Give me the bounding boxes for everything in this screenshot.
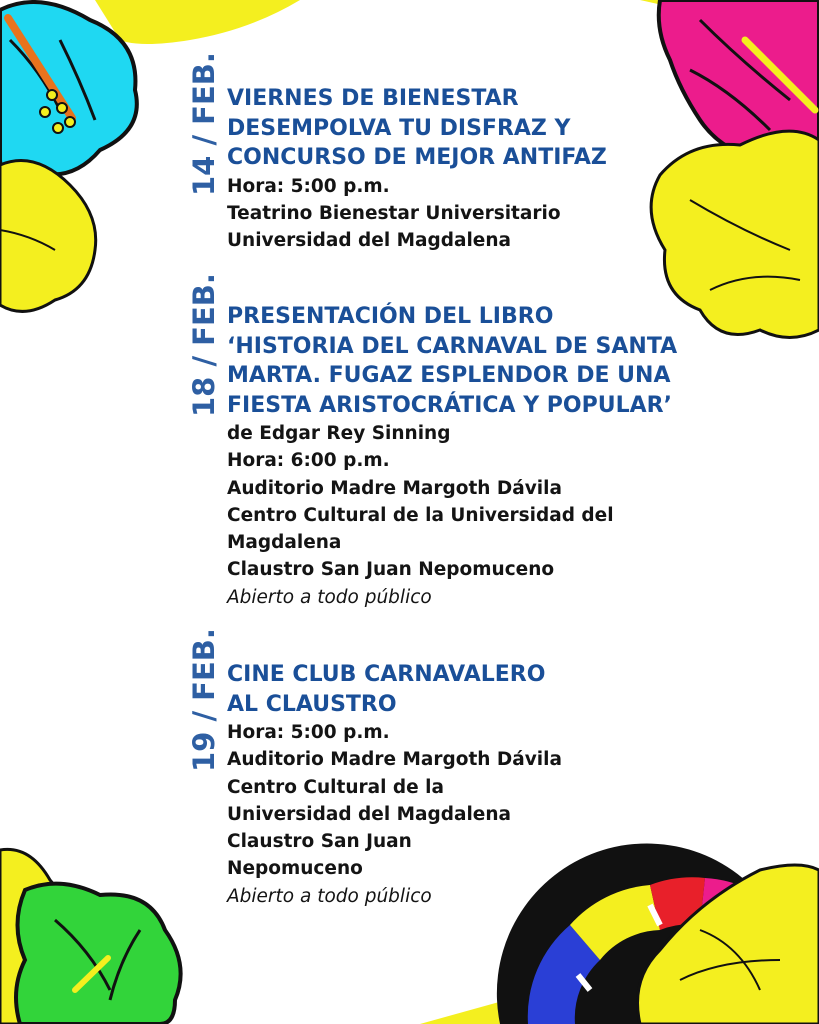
green-hibiscus-icon <box>16 884 181 1024</box>
event-date-column <box>186 273 222 417</box>
event-title-line: ‘HISTORIA DEL CARNAVAL DE SANTA <box>227 333 678 359</box>
event-content <box>227 660 697 910</box>
event-detail-line: Nepomuceno <box>227 858 363 880</box>
event-detail-line: Teatrino Bienestar Universitario <box>227 202 561 224</box>
event-date-column <box>186 52 222 196</box>
event-title-line: MARTA. FUGAZ ESPLENDOR DE UNA <box>227 363 671 388</box>
event-detail-line: Claustro San Juan Nepomuceno <box>227 559 555 581</box>
event-date: 18 / FEB. <box>187 273 221 417</box>
event-title-line: DESEMPOLVA TU DISFRAZ Y <box>227 115 571 141</box>
event-detail-line: Universidad del Magdalena <box>227 803 512 825</box>
event-date-column <box>186 628 222 772</box>
event-detail-line: Hora: 5:00 p.m. <box>227 175 390 197</box>
event-note: Abierto a todo público <box>227 885 432 907</box>
event-title-line: CINE CLUB CARNAVALERO <box>227 662 546 687</box>
event-note: Abierto a todo público <box>227 586 432 608</box>
event-detail-line: Universidad del Magdalena <box>227 230 512 252</box>
event-detail-line: Magdalena <box>227 532 342 554</box>
event-title-line: PRESENTACIÓN DEL LIBRO <box>227 304 554 329</box>
event-detail-line: Hora: 6:00 p.m. <box>227 450 390 472</box>
event-content <box>227 84 697 254</box>
event-detail-line: Hora: 5:00 p.m. <box>227 722 390 743</box>
left-yellow-hibiscus-icon <box>0 161 96 312</box>
event-title-line: VIERNES DE BIENESTAR <box>227 86 519 111</box>
event-title-line: CONCURSO DE MEJOR ANTIFAZ <box>227 145 607 170</box>
event-detail-line: Centro Cultural de la Universidad del <box>227 504 614 526</box>
top-yellow-band-icon <box>95 0 300 44</box>
event-content <box>227 302 697 611</box>
event-title-line: FIESTA ARISTOCRÁTICA Y POPULAR’ <box>227 392 672 418</box>
event-date: 19 / FEB. <box>187 628 221 772</box>
event-detail-line: Centro Cultural de la <box>227 776 444 798</box>
event-title-line: AL CLAUSTRO <box>227 691 397 717</box>
event-detail-line: Claustro San Juan <box>227 831 412 853</box>
event-detail-line: Auditorio Madre Margoth Dávila <box>227 749 562 771</box>
event-detail-line: Auditorio Madre Margoth Dávila <box>227 477 562 499</box>
event-detail-line: de Edgar Rey Sinning <box>227 423 451 444</box>
event-date: 14 / FEB. <box>187 52 221 196</box>
